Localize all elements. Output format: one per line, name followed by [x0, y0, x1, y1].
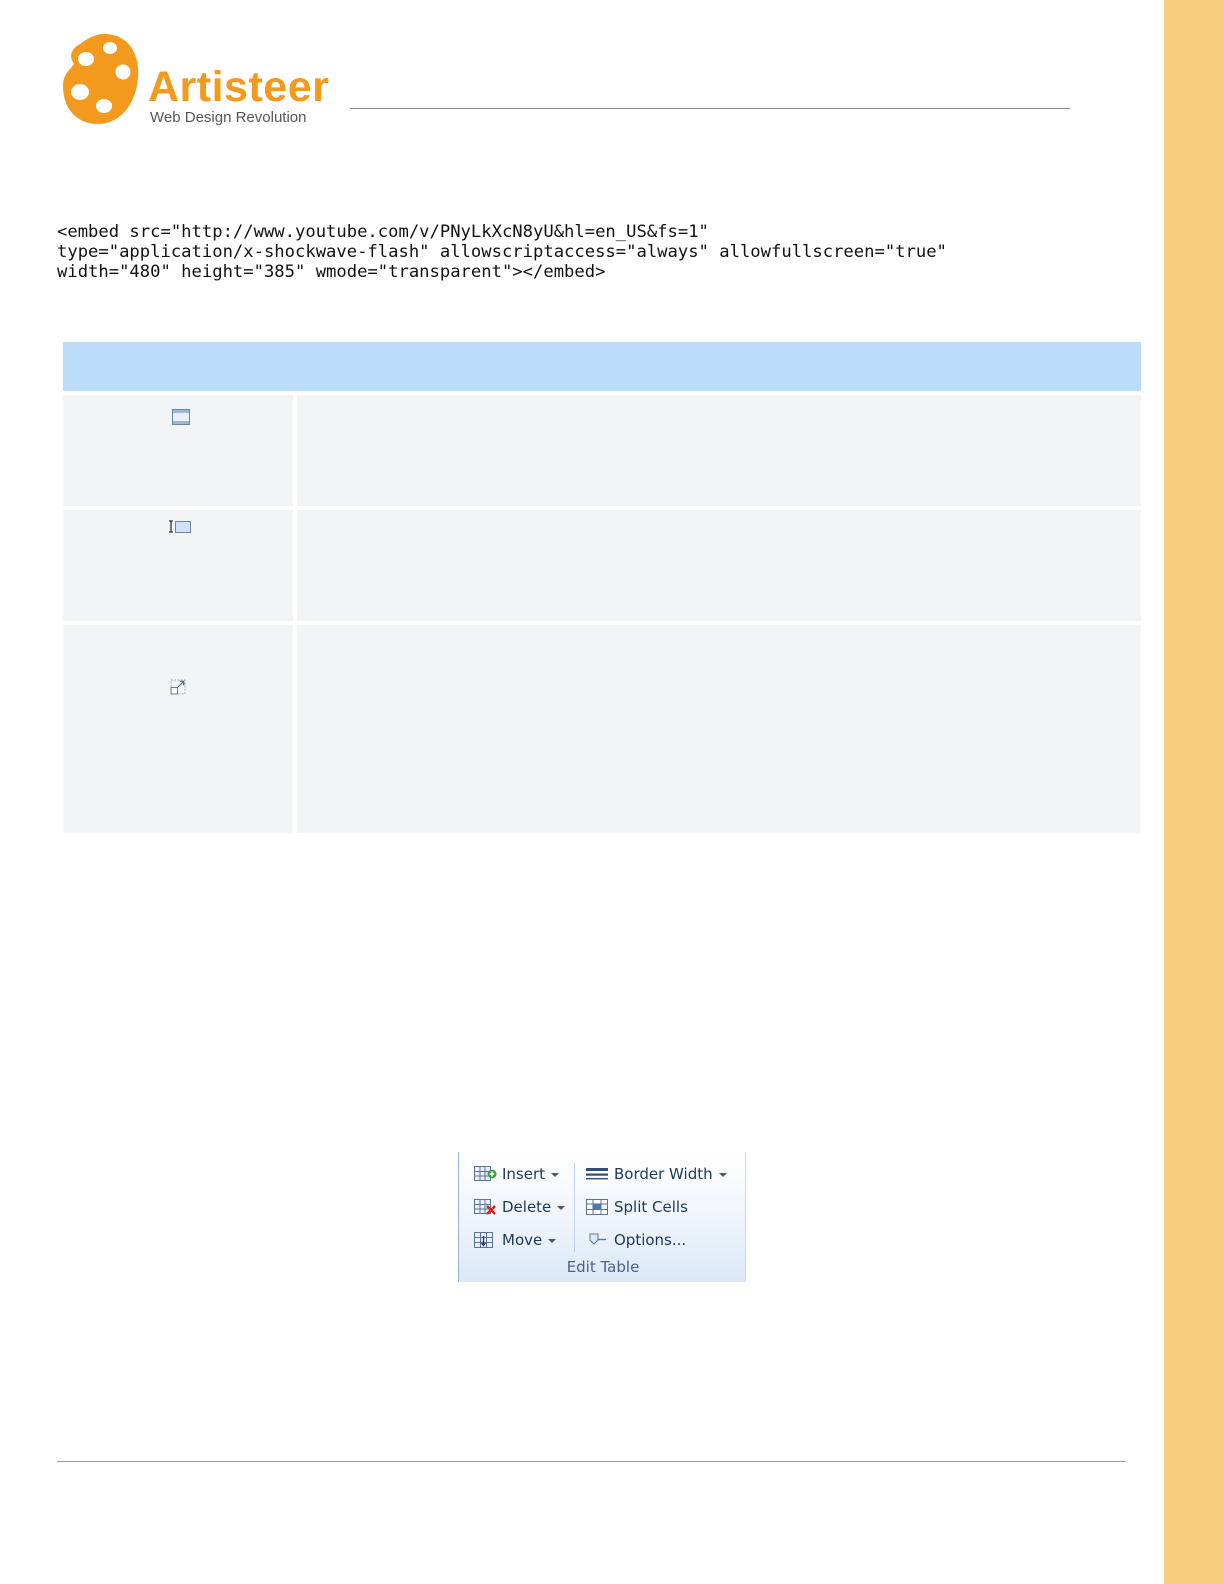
table-delete-icon: [473, 1197, 497, 1217]
code-line: type="application/x-shockwave-flash" allowscriptaccess="always" allowfullscreen="true": [57, 242, 947, 262]
table-row: [63, 625, 1141, 833]
resize-icon: [167, 678, 189, 696]
chevron-down-icon: [719, 1173, 727, 1177]
table-text-cell: [297, 395, 1141, 506]
insert-button[interactable]: [473, 1161, 559, 1187]
table-icon-cell: [63, 510, 293, 621]
border-width-label: Border Width: [614, 1165, 713, 1183]
logo-tagline: Web Design Revolution: [150, 109, 307, 126]
ribbon-separator: [574, 1162, 575, 1252]
header-divider: [350, 108, 1070, 109]
table-icon-cell: [63, 625, 293, 833]
chevron-down-icon: [557, 1206, 565, 1210]
chevron-down-icon: [551, 1173, 559, 1177]
table-row: [63, 510, 1141, 621]
delete-label: Delete: [502, 1198, 552, 1216]
table-header-row: [63, 342, 1141, 391]
split-cells-icon: [585, 1197, 609, 1217]
insert-label: Insert: [502, 1165, 546, 1183]
side-stripe: [1164, 0, 1224, 1584]
artisteer-logo: [60, 30, 350, 130]
options-label: Options...: [614, 1231, 687, 1249]
border-width-button[interactable]: [585, 1161, 727, 1187]
chevron-down-icon: [548, 1239, 556, 1243]
code-line: width="480" height="385" wmode="transparent"></embed>: [57, 262, 606, 282]
delete-button[interactable]: [473, 1194, 565, 1220]
table-insert-icon: [473, 1164, 497, 1184]
code-line: <embed src="http://www.youtube.com/v/PNyLkXcN8yU&hl=en_US&fs=1": [57, 222, 709, 242]
options-button[interactable]: [585, 1227, 686, 1253]
table-options-icon: [585, 1230, 609, 1250]
move-label: Move: [502, 1231, 543, 1249]
text-box-icon: [167, 518, 193, 536]
ribbon-group-title: Edit Table: [566, 1258, 640, 1276]
table-text-cell: [297, 625, 1141, 833]
block-icon: [170, 408, 192, 426]
table-text-cell: [297, 510, 1141, 621]
footer-divider: [57, 1461, 1126, 1462]
table-move-icon: [473, 1230, 497, 1250]
table-row: [63, 395, 1141, 506]
embed-code-sample: [57, 222, 1117, 282]
table-icon-cell: [63, 395, 293, 506]
edit-table-ribbon-group: [458, 1152, 746, 1282]
palette-icon: [60, 30, 142, 128]
border-width-icon: [585, 1164, 609, 1184]
logo-name: Artisteer: [148, 63, 330, 111]
split-cells-button[interactable]: [585, 1194, 688, 1220]
split-cells-label: Split Cells: [614, 1198, 688, 1216]
move-button[interactable]: [473, 1227, 556, 1253]
